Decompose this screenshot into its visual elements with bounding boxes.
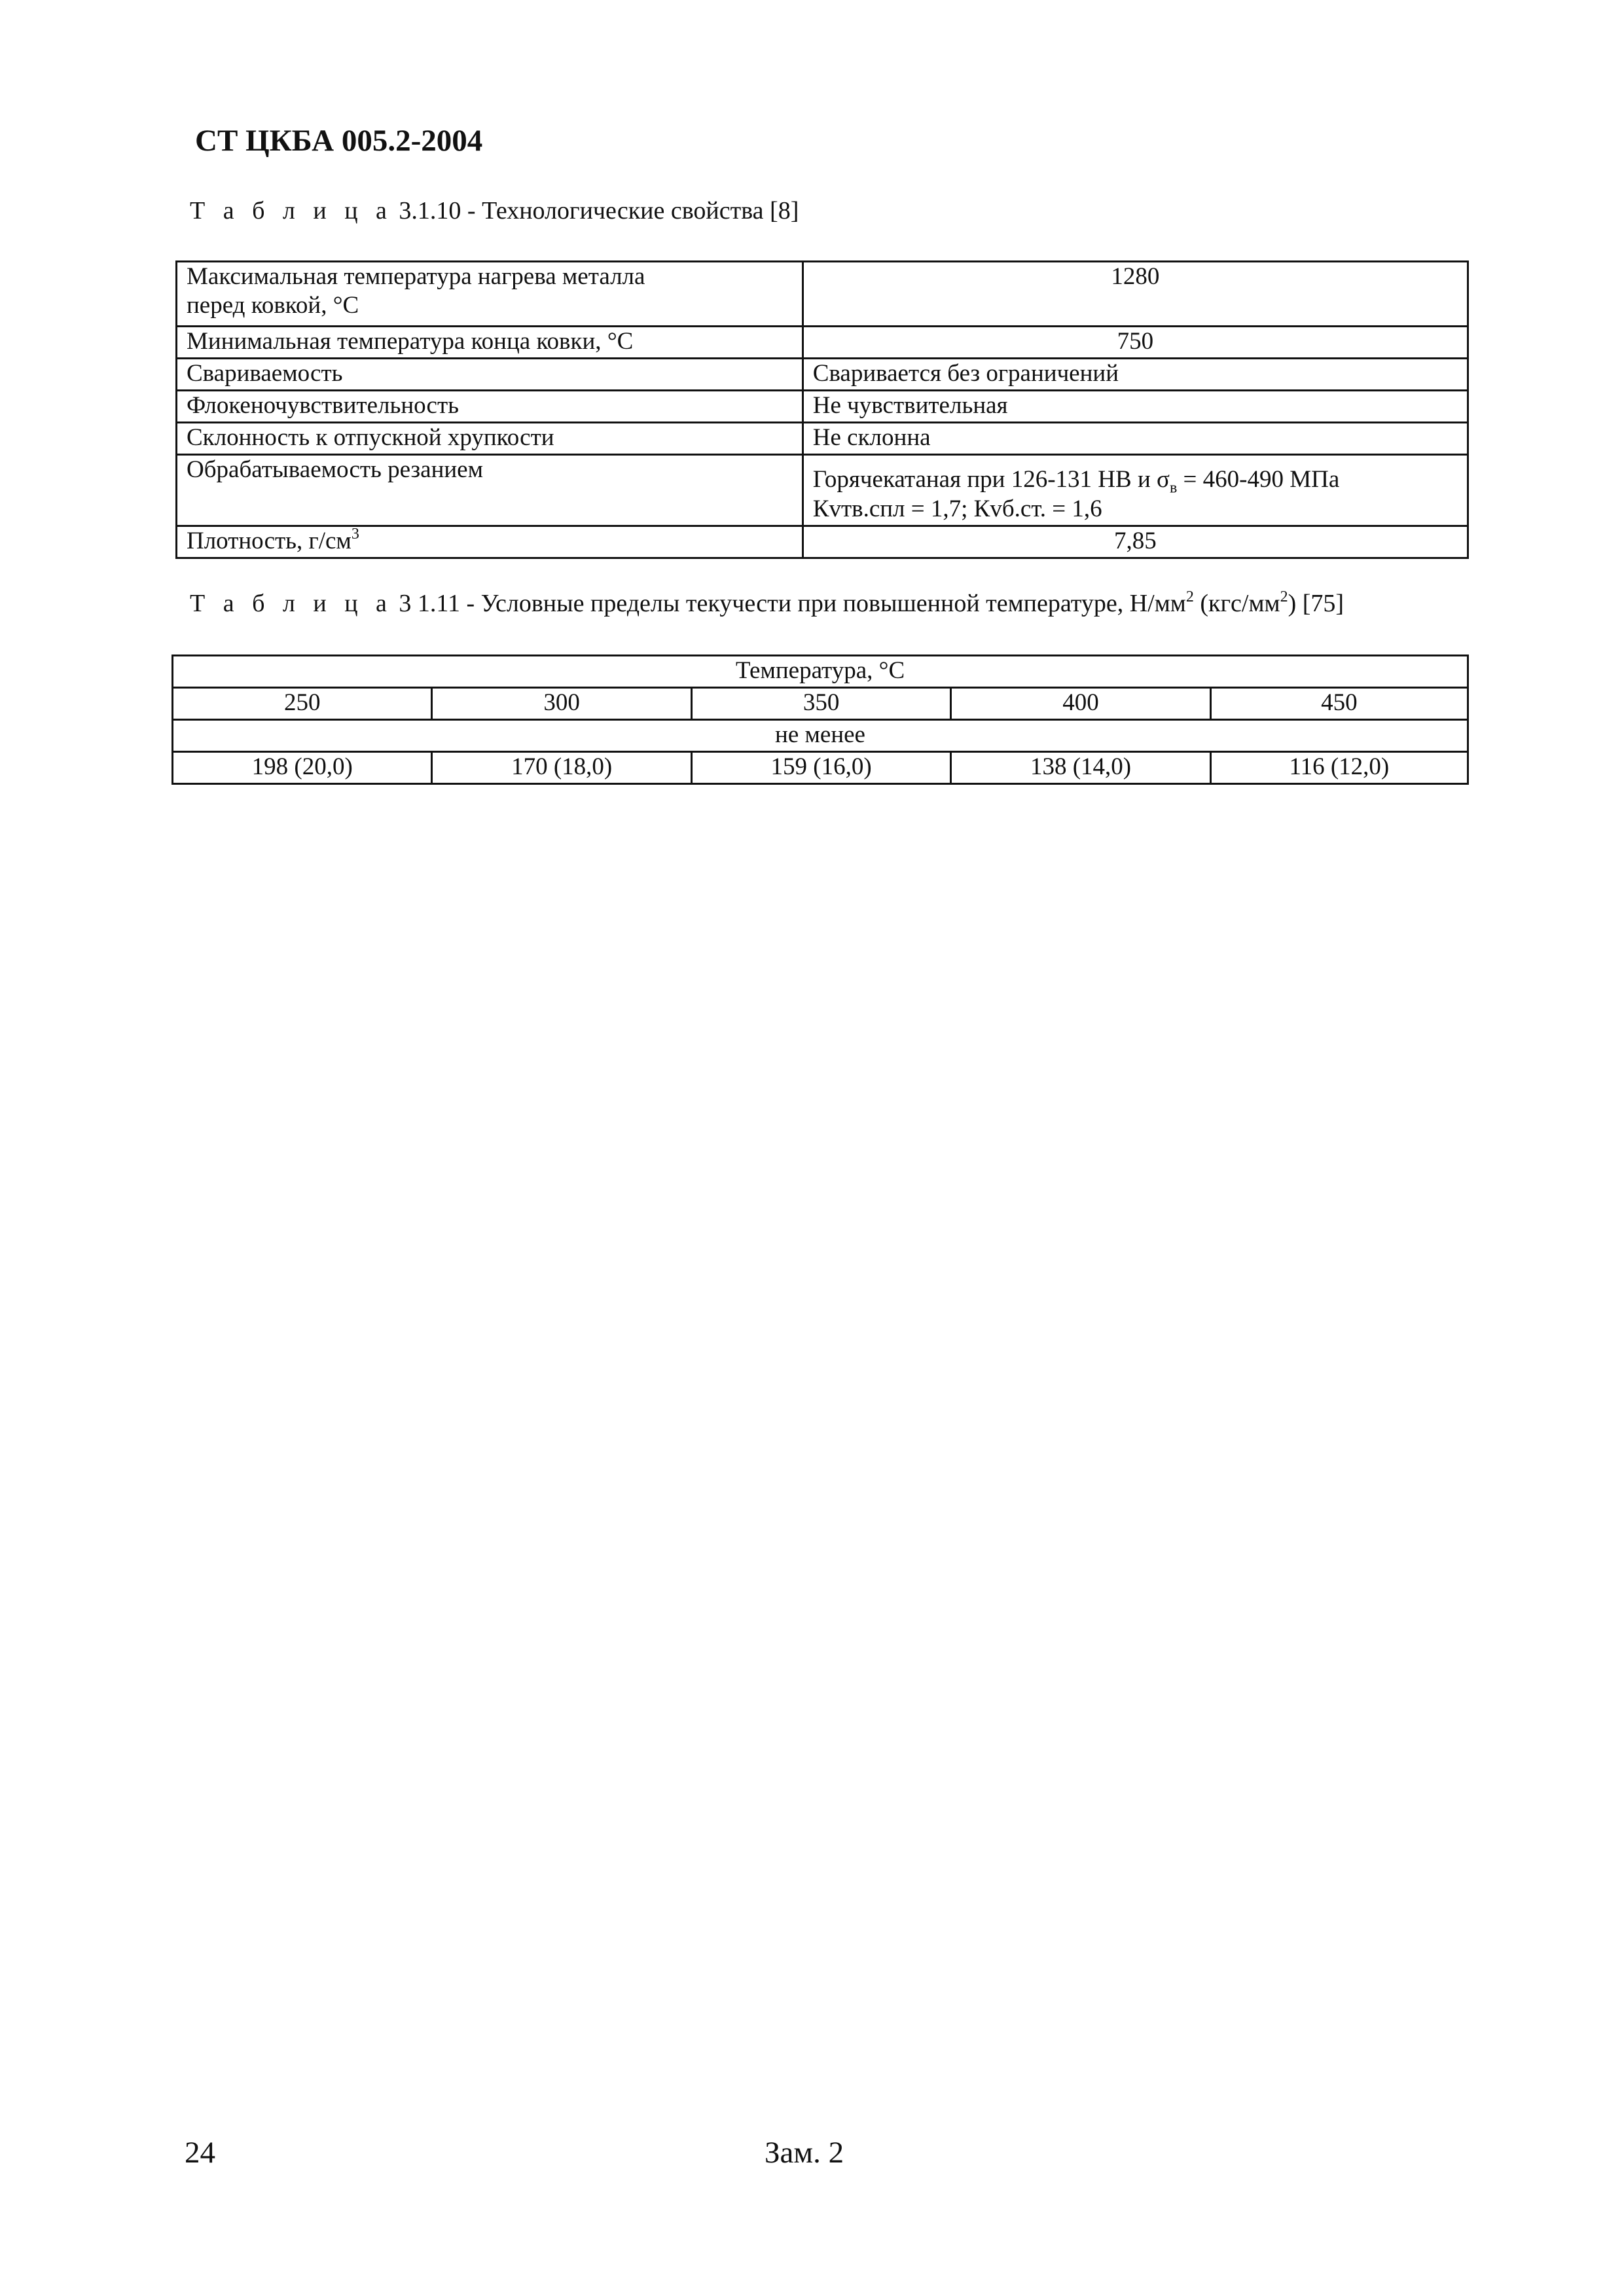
property-label: Минимальная температура конца ковки, xyxy=(187,328,607,355)
unit-superscript: 3 xyxy=(351,526,359,543)
temperature-cell: 400 xyxy=(951,688,1210,720)
title-superscript: 2 xyxy=(1280,588,1288,605)
title-superscript: 2 xyxy=(1185,588,1194,605)
value-cell: Не склонна xyxy=(803,423,1468,455)
property-label-line1: Максимальная температура нагрева металла xyxy=(187,263,645,290)
table-caption-technological-properties xyxy=(190,196,799,225)
property-cell: Свариваемость xyxy=(177,359,803,391)
table-row xyxy=(173,752,1468,784)
value-cell: Сваривается без ограничений xyxy=(803,359,1468,391)
machinability-line1: Горячекатаная при 126-131 НВ и σ xyxy=(812,466,1170,493)
value-cell: 750 xyxy=(803,327,1468,359)
value-cell: 198 (20,0) xyxy=(173,752,432,784)
property-cell: Флокеночувствительность xyxy=(177,391,803,423)
table-row xyxy=(177,526,1468,558)
table-title-part1: 3 1.11 - Условные пределы текучести при повышенной температуре, Н/мм xyxy=(399,590,1186,617)
property-cell xyxy=(177,262,803,327)
unit-label: °C xyxy=(607,328,634,355)
table-row xyxy=(177,423,1468,455)
value-cell: Не чувствительная xyxy=(803,391,1468,423)
page-number: 24 xyxy=(185,2136,215,2170)
table-row xyxy=(177,262,1468,327)
property-cell xyxy=(177,526,803,558)
table-row xyxy=(177,391,1468,423)
value-cell: 116 (12,0) xyxy=(1210,752,1468,784)
min-note-cell: не менее xyxy=(173,720,1468,752)
document-code: СТ ЦКБА 005.2-2004 xyxy=(195,124,483,158)
table-label: Т а б л и ц а xyxy=(190,197,393,224)
unit-label: °C xyxy=(333,292,359,319)
temperature-header: Температура, °C xyxy=(173,656,1468,688)
technological-properties-table xyxy=(175,260,1469,559)
property-label: Плотность, г/см xyxy=(187,528,352,554)
revision-label: Зам. 2 xyxy=(765,2136,844,2170)
value-cell xyxy=(803,455,1468,526)
table-title-part3: ) [75] xyxy=(1288,590,1344,617)
yield-strength-table xyxy=(171,655,1469,785)
table-row xyxy=(177,455,1468,526)
property-cell: Склонность к отпускной хрупкости xyxy=(177,423,803,455)
table-caption-yield-strength xyxy=(190,589,1344,618)
value-cell: 138 (14,0) xyxy=(951,752,1210,784)
table-row xyxy=(177,327,1468,359)
sigma-subscript: в xyxy=(1169,479,1178,497)
table-label: Т а б л и ц а xyxy=(190,590,393,617)
property-cell: Обрабатываемость резанием xyxy=(177,455,803,526)
property-label-line2: перед ковкой, xyxy=(187,292,333,319)
machinability-line2: Кvтв.спл = 1,7; Кvб.ст. = 1,6 xyxy=(812,495,1102,522)
temperature-cell: 250 xyxy=(173,688,432,720)
value-cell: 159 (16,0) xyxy=(691,752,950,784)
table-header-row xyxy=(173,656,1468,688)
machinability-line1-end: = 460-490 МПа xyxy=(1177,466,1340,493)
table-row xyxy=(177,359,1468,391)
temperature-cell: 300 xyxy=(432,688,691,720)
temperature-cell: 350 xyxy=(691,688,950,720)
value-cell: 1280 xyxy=(803,262,1468,327)
temperature-cell: 450 xyxy=(1210,688,1468,720)
property-cell xyxy=(177,327,803,359)
table-row xyxy=(173,688,1468,720)
table-row xyxy=(173,720,1468,752)
table-title-part2: (кгс/мм xyxy=(1193,590,1280,617)
value-cell: 7,85 xyxy=(803,526,1468,558)
table-title: 3.1.10 - Технологические свойства [8] xyxy=(399,197,799,224)
value-cell: 170 (18,0) xyxy=(432,752,691,784)
